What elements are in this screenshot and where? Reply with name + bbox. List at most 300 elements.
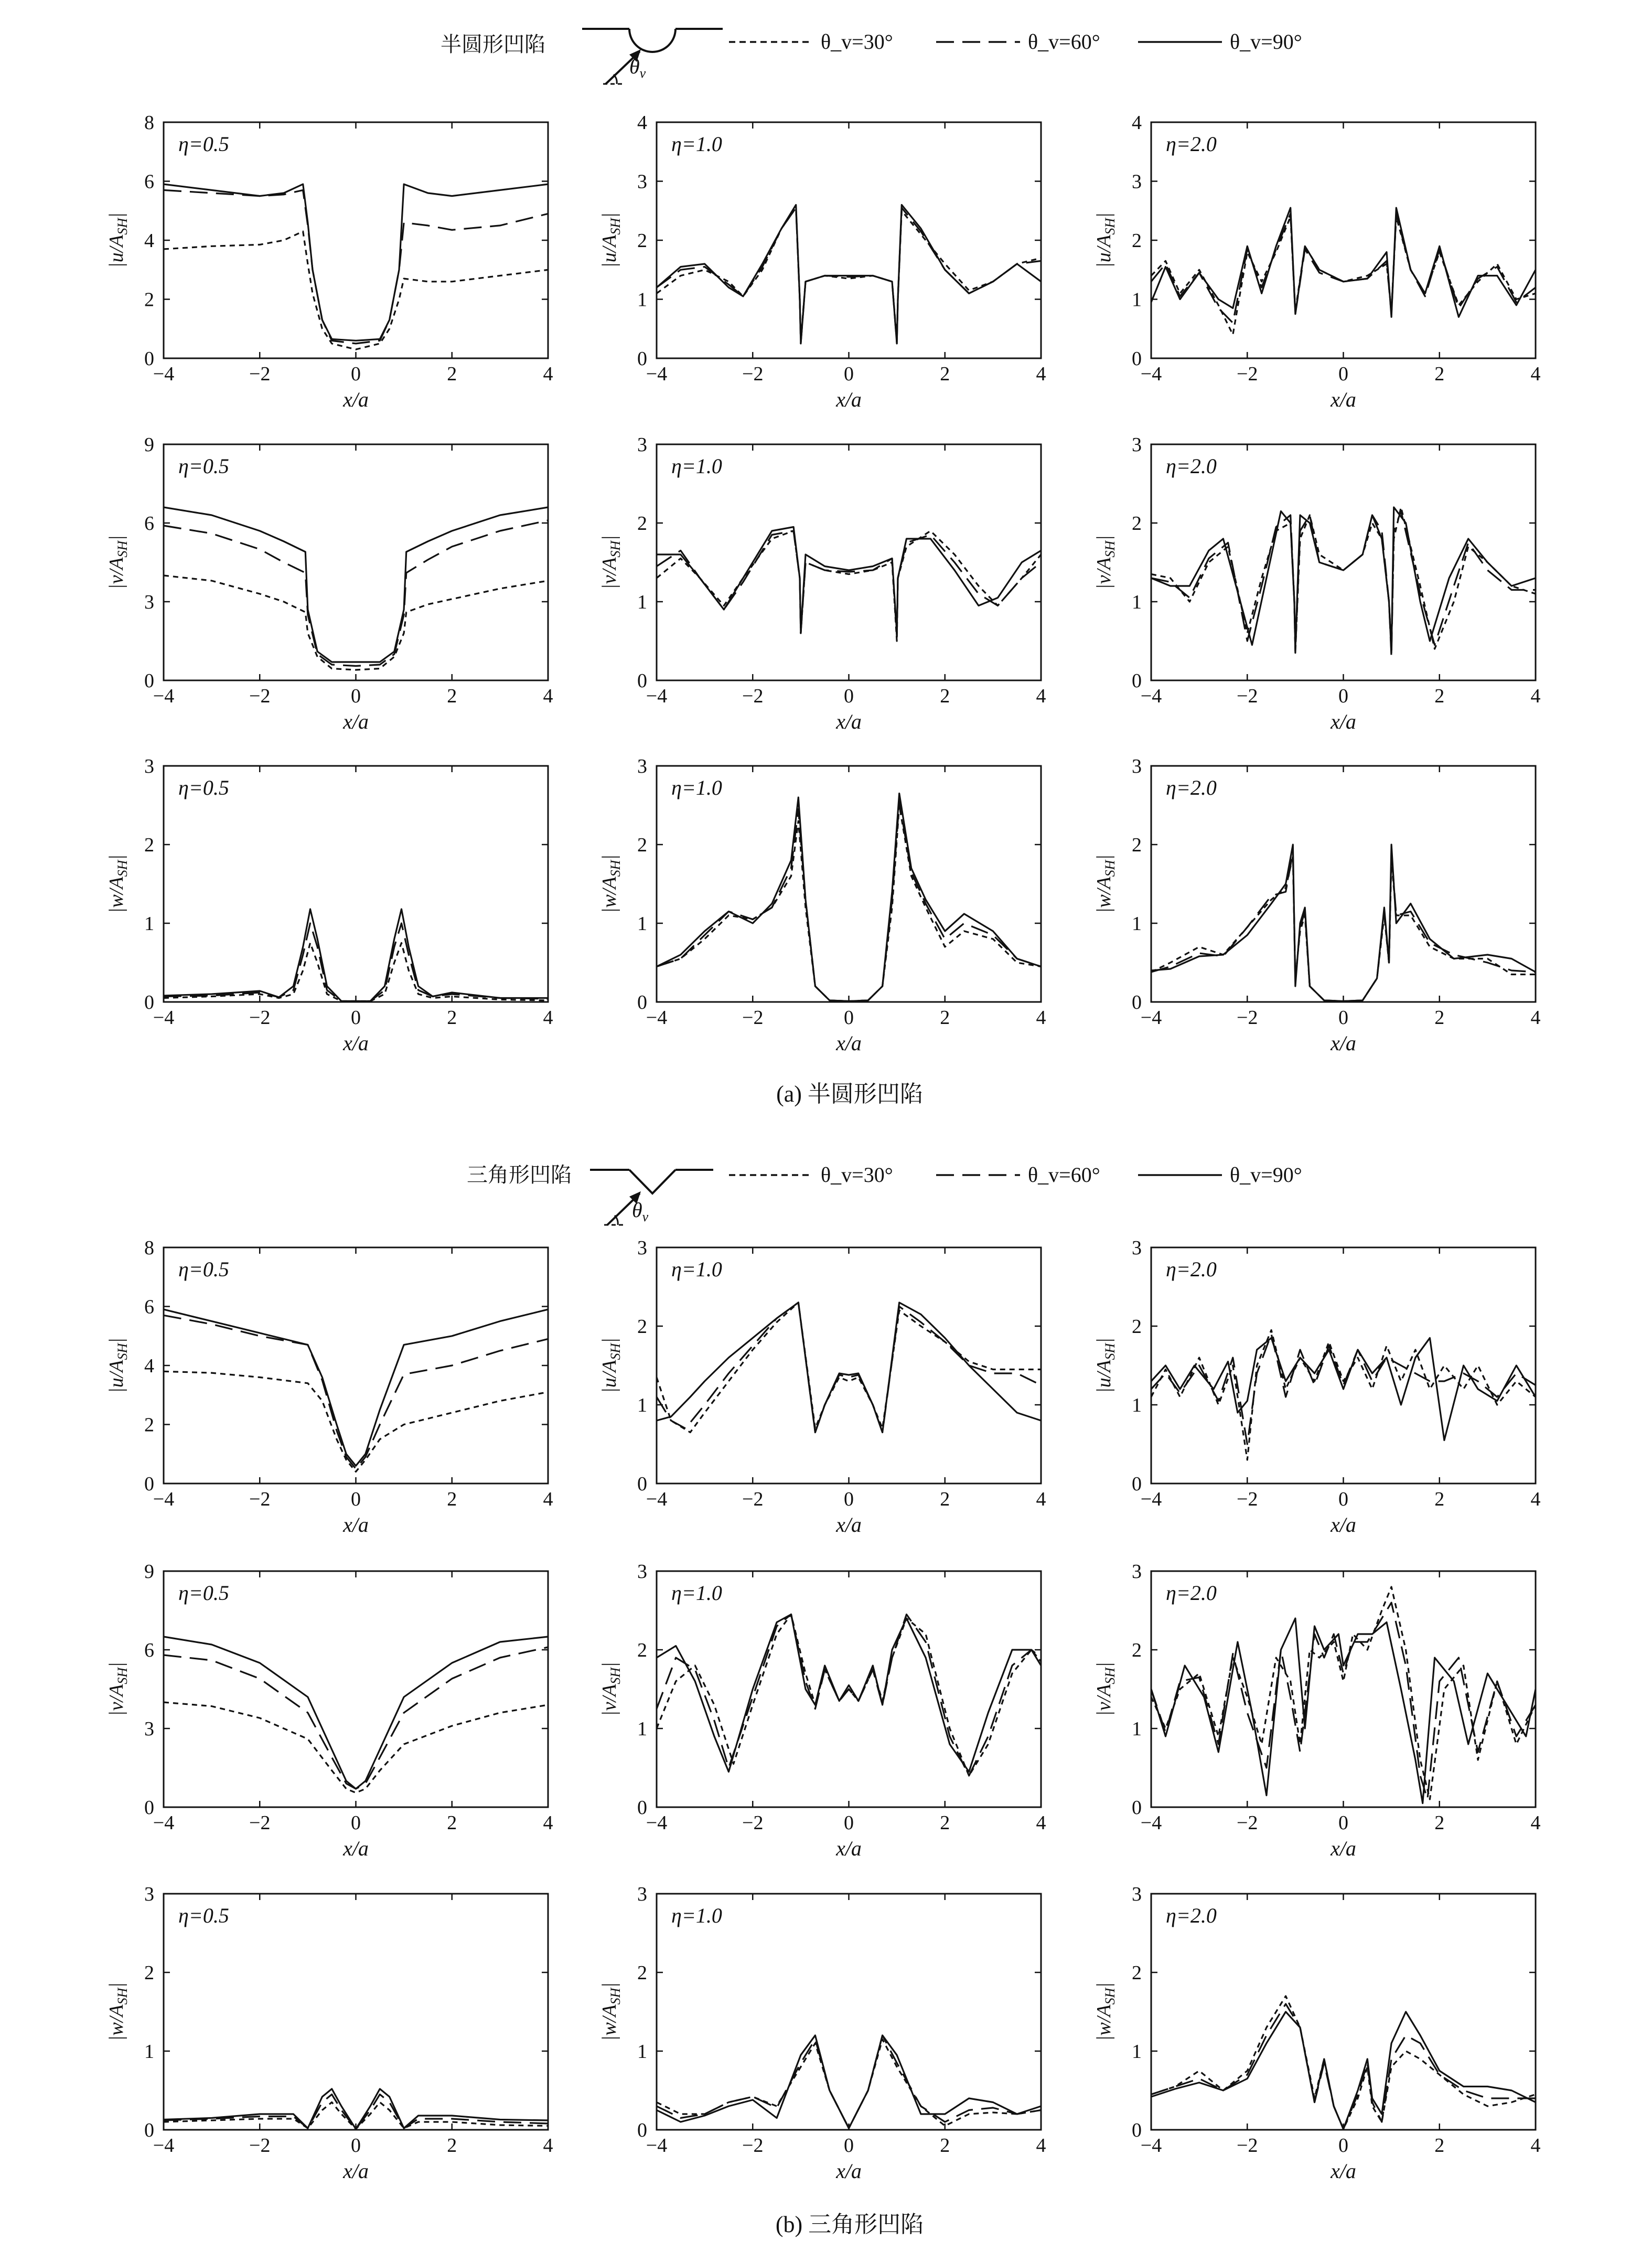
x-tick-label: 4 — [1530, 1488, 1541, 1510]
y-tick-label: 3 — [1132, 755, 1142, 777]
x-tick-label: 4 — [1530, 1812, 1541, 1834]
panel-b-v-1 — [598, 1561, 1046, 1860]
x-tick-label: −4 — [1140, 1007, 1162, 1029]
y-tick-label: 1 — [1132, 289, 1142, 311]
panel-b-v-2 — [1093, 1561, 1541, 1860]
y-tick-label: 0 — [637, 1473, 647, 1495]
series-line-short-dash — [1151, 1587, 1536, 1799]
series-group — [164, 507, 548, 670]
y-axis-label: $|w/A_{SH}|$ — [598, 855, 623, 913]
x-tick-label: 0 — [1338, 2135, 1348, 2157]
x-axis-label: x/a — [343, 1837, 369, 1860]
series-line-solid — [657, 1615, 1041, 1772]
y-tick-label: 3 — [1132, 434, 1142, 456]
x-tick-label: 0 — [844, 363, 854, 385]
series-line-short-dash — [164, 1702, 548, 1793]
x-axis-label: x/a — [836, 388, 862, 411]
series-line-solid — [164, 1309, 548, 1466]
series-line-short-dash — [164, 231, 548, 349]
series-group — [657, 2035, 1041, 2128]
x-tick-label: 0 — [351, 363, 361, 385]
x-tick-label: 2 — [1434, 685, 1445, 707]
legend-a-item-60: θ_v=60° — [1028, 30, 1100, 54]
x-axis-label: x/a — [836, 2159, 862, 2183]
y-tick-label: 8 — [144, 1237, 154, 1259]
y-axis-label: $|v/A_{SH}|$ — [598, 1662, 623, 1716]
series-line-short-dash — [164, 943, 548, 1001]
caption-a: (a) 半圆形凹陷 — [776, 1081, 923, 1107]
panel-a-u-1 — [598, 112, 1046, 411]
x-tick-label: −4 — [153, 2135, 175, 2157]
plot-frame — [164, 766, 548, 1002]
x-tick-label: 0 — [844, 1488, 854, 1510]
plot-frame — [657, 1894, 1041, 2130]
y-tick-label: 2 — [1132, 834, 1142, 856]
legend-a-item-30: θ_v=30° — [821, 30, 893, 54]
x-tick-label: 0 — [1338, 685, 1348, 707]
eta-label: η=2.0 — [1166, 776, 1217, 799]
y-tick-label: 6 — [144, 170, 154, 193]
y-tick-label: 3 — [144, 755, 154, 777]
y-tick-label: 2 — [637, 1316, 647, 1338]
y-axis-label: $|v/A_{SH}|$ — [105, 1662, 130, 1716]
triangle-canyon-icon — [590, 1170, 713, 1225]
legend-a-label: 半圆形凹陷 — [441, 33, 545, 56]
x-tick-label: −2 — [249, 1488, 271, 1510]
series-group — [1151, 845, 1536, 1001]
x-tick-label: 2 — [940, 2135, 950, 2157]
y-tick-label: 3 — [637, 170, 647, 193]
x-tick-label: 2 — [1434, 1007, 1445, 1029]
y-tick-label: 2 — [144, 834, 154, 856]
eta-label: η=0.5 — [178, 1581, 229, 1605]
panel-b-v-0 — [105, 1561, 553, 1860]
series-line-short-dash — [657, 1303, 1041, 1433]
y-tick-label: 0 — [1132, 1797, 1142, 1819]
panels — [105, 112, 1541, 2183]
legend-a-theta: $\theta_v$ — [629, 55, 646, 81]
panel-b-w-1 — [598, 1883, 1046, 2183]
series-group — [164, 1309, 548, 1471]
x-tick-label: 0 — [1338, 1488, 1348, 1510]
series-group — [1151, 1330, 1536, 1460]
x-tick-label: −2 — [1237, 1488, 1258, 1510]
x-axis-label: x/a — [1331, 388, 1356, 411]
x-tick-label: 0 — [351, 2135, 361, 2157]
plot-frame — [164, 444, 548, 680]
x-axis-label: x/a — [836, 710, 862, 733]
series-line-short-dash — [1151, 507, 1536, 653]
y-tick-label: 4 — [1132, 112, 1142, 134]
series-line-solid — [1151, 208, 1536, 317]
y-tick-label: 2 — [1132, 1962, 1142, 1984]
y-tick-label: 3 — [144, 1883, 154, 1905]
y-axis-label: $|v/A_{SH}|$ — [1093, 535, 1118, 590]
y-tick-label: 2 — [1132, 1639, 1142, 1661]
x-tick-label: 2 — [940, 1007, 950, 1029]
y-tick-label: 3 — [144, 1718, 154, 1740]
plot-frame — [1151, 444, 1536, 680]
x-tick-label: −4 — [646, 1488, 668, 1510]
series-line-long-dash — [657, 531, 1041, 637]
x-tick-label: 0 — [1338, 1812, 1348, 1834]
y-tick-label: 6 — [144, 1296, 154, 1318]
x-tick-label: −2 — [1237, 1007, 1258, 1029]
x-tick-label: 0 — [844, 1007, 854, 1029]
y-tick-label: 1 — [1132, 1718, 1142, 1740]
x-tick-label: 0 — [844, 1812, 854, 1834]
x-axis-label: x/a — [343, 710, 369, 733]
y-tick-label: 3 — [637, 434, 647, 456]
series-line-short-dash — [657, 2040, 1041, 2129]
series-line-solid — [164, 507, 548, 662]
x-tick-label: 4 — [1036, 1812, 1046, 1834]
y-tick-label: 1 — [144, 913, 154, 935]
x-tick-label: 4 — [543, 1812, 553, 1834]
legend-b-item-90: θ_v=90° — [1230, 1163, 1302, 1187]
series-line-long-dash — [657, 1615, 1041, 1776]
y-tick-label: 0 — [144, 991, 154, 1013]
y-axis-label: $|w/A_{SH}|$ — [105, 1982, 130, 2041]
y-axis-label: $|v/A_{SH}|$ — [598, 535, 623, 590]
x-tick-label: 2 — [940, 363, 950, 385]
x-tick-label: 4 — [1530, 363, 1541, 385]
eta-label: η=2.0 — [1166, 1581, 1217, 1605]
x-tick-label: −2 — [1237, 1812, 1258, 1834]
x-tick-label: −4 — [1140, 1812, 1162, 1834]
eta-label: η=0.5 — [178, 1904, 229, 1927]
y-tick-label: 8 — [144, 112, 154, 134]
y-tick-label: 6 — [144, 1639, 154, 1661]
y-tick-label: 4 — [637, 112, 647, 134]
series-line-long-dash — [657, 802, 1041, 1001]
series-line-short-dash — [1151, 1330, 1536, 1460]
y-tick-label: 0 — [144, 670, 154, 692]
x-tick-label: −4 — [646, 1812, 668, 1834]
y-tick-label: 0 — [144, 1797, 154, 1819]
y-tick-label: 1 — [1132, 591, 1142, 613]
x-axis-label: x/a — [343, 388, 369, 411]
series-line-solid — [657, 794, 1041, 1001]
x-tick-label: −4 — [646, 1007, 668, 1029]
x-tick-label: 0 — [351, 1812, 361, 1834]
x-tick-label: −2 — [249, 2135, 271, 2157]
x-tick-label: 2 — [447, 1812, 457, 1834]
x-tick-label: −2 — [249, 1812, 271, 1834]
series-line-solid — [657, 1303, 1041, 1433]
x-tick-label: −4 — [153, 363, 175, 385]
x-tick-label: 2 — [940, 1488, 950, 1510]
y-tick-label: 1 — [1132, 2041, 1142, 2063]
series-line-solid — [164, 184, 548, 340]
series-group — [657, 527, 1041, 642]
x-tick-label: −2 — [249, 685, 271, 707]
y-tick-label: 0 — [637, 991, 647, 1013]
y-tick-label: 2 — [144, 1962, 154, 1984]
y-tick-label: 0 — [637, 2119, 647, 2141]
y-axis-label: $|v/A_{SH}|$ — [1093, 1662, 1118, 1716]
x-tick-label: −4 — [1140, 685, 1162, 707]
x-tick-label: 2 — [447, 685, 457, 707]
legend-b-item-30: θ_v=30° — [821, 1163, 893, 1187]
panel-a-u-2 — [1093, 112, 1541, 411]
series-line-solid — [657, 2035, 1041, 2128]
panel-a-v-0 — [105, 434, 553, 733]
y-tick-label: 2 — [1132, 1316, 1142, 1338]
y-tick-label: 2 — [637, 1639, 647, 1661]
x-tick-label: 4 — [543, 685, 553, 707]
plot-frame — [657, 766, 1041, 1002]
x-tick-label: 4 — [1036, 1007, 1046, 1029]
panel-a-u-0 — [105, 112, 553, 411]
panel-a-v-2 — [1093, 434, 1541, 733]
x-tick-label: −4 — [1140, 2135, 1162, 2157]
y-tick-label: 0 — [1132, 991, 1142, 1013]
series-line-solid — [1151, 1618, 1536, 1804]
y-axis-label: $|w/A_{SH}|$ — [105, 855, 130, 913]
series-line-solid — [657, 527, 1041, 634]
panel-b-u-0 — [105, 1237, 553, 1536]
y-axis-label: $|u/A_{SH}|$ — [105, 212, 130, 268]
y-tick-label: 1 — [144, 2041, 154, 2063]
y-tick-label: 1 — [1132, 913, 1142, 935]
x-tick-label: −2 — [742, 1007, 764, 1029]
series-line-short-dash — [657, 531, 1041, 641]
series-line-long-dash — [1151, 2004, 1536, 2129]
y-tick-label: 1 — [637, 913, 647, 935]
y-tick-label: 3 — [637, 1237, 647, 1259]
x-tick-label: 4 — [543, 1488, 553, 1510]
legend-b-item-60: θ_v=60° — [1028, 1163, 1100, 1187]
y-axis-label: $|w/A_{SH}|$ — [598, 1982, 623, 2041]
y-tick-label: 3 — [144, 591, 154, 613]
x-tick-label: 2 — [447, 1007, 457, 1029]
legend-a — [441, 29, 1302, 84]
legend-a-item-90: θ_v=90° — [1230, 30, 1302, 54]
y-tick-label: 3 — [1132, 1237, 1142, 1259]
x-tick-label: 0 — [1338, 363, 1348, 385]
series-group — [164, 184, 548, 349]
x-tick-label: −4 — [153, 685, 175, 707]
y-tick-label: 4 — [144, 1355, 154, 1377]
y-axis-label: $|v/A_{SH}|$ — [105, 535, 130, 590]
series-group — [1151, 507, 1536, 657]
series-group — [164, 909, 548, 1001]
y-tick-label: 4 — [144, 230, 154, 252]
y-tick-label: 2 — [637, 513, 647, 535]
panel-b-u-1 — [598, 1237, 1046, 1536]
x-tick-label: 0 — [351, 1007, 361, 1029]
y-tick-label: 0 — [1132, 1473, 1142, 1495]
x-tick-label: −2 — [742, 1812, 764, 1834]
x-tick-label: 0 — [844, 2135, 854, 2157]
series-line-long-dash — [1151, 852, 1536, 1001]
x-tick-label: 2 — [940, 1812, 950, 1834]
x-tick-label: 2 — [1434, 1812, 1445, 1834]
y-tick-label: 0 — [144, 2119, 154, 2141]
series-line-short-dash — [164, 575, 548, 670]
series-line-long-dash — [1151, 1603, 1536, 1799]
x-axis-label: x/a — [1331, 1031, 1356, 1055]
panel-a-v-1 — [598, 434, 1046, 733]
x-axis-label: x/a — [1331, 1513, 1356, 1536]
y-axis-label: $|w/A_{SH}|$ — [1093, 855, 1118, 913]
y-tick-label: 3 — [637, 1561, 647, 1583]
x-tick-label: 4 — [1530, 2135, 1541, 2157]
x-tick-label: −4 — [153, 1007, 175, 1029]
series-line-solid — [1151, 1338, 1536, 1440]
series-group — [1151, 1587, 1536, 1804]
series-line-long-dash — [164, 190, 548, 344]
x-tick-label: 4 — [1036, 2135, 1046, 2157]
y-tick-label: 0 — [144, 348, 154, 370]
x-tick-label: 4 — [1036, 1488, 1046, 1510]
y-tick-label: 9 — [144, 434, 154, 456]
x-tick-label: −2 — [1237, 2135, 1258, 2157]
x-tick-label: 0 — [351, 685, 361, 707]
panel-b-w-0 — [105, 1883, 553, 2183]
legend-b-theta: $\theta_v$ — [632, 1198, 649, 1224]
y-tick-label: 3 — [1132, 1883, 1142, 1905]
x-axis-label: x/a — [343, 1513, 369, 1536]
series-line-long-dash — [1151, 511, 1536, 657]
x-tick-label: 4 — [1036, 685, 1046, 707]
series-group — [1151, 208, 1536, 335]
y-tick-label: 2 — [1132, 513, 1142, 535]
y-axis-label: $|u/A_{SH}|$ — [598, 1338, 623, 1393]
eta-label: η=1.0 — [671, 1904, 722, 1927]
series-group — [657, 1303, 1041, 1433]
series-line-solid — [657, 205, 1041, 344]
y-tick-label: 3 — [637, 755, 647, 777]
plot-frame — [1151, 122, 1536, 358]
eta-label: η=1.0 — [671, 132, 722, 156]
x-tick-label: −2 — [1237, 363, 1258, 385]
eta-label: η=1.0 — [671, 776, 722, 799]
eta-label: η=2.0 — [1166, 132, 1217, 156]
x-tick-label: 0 — [351, 1488, 361, 1510]
plot-frame — [164, 1894, 548, 2130]
y-tick-label: 2 — [637, 1962, 647, 1984]
x-axis-label: x/a — [343, 1031, 369, 1055]
y-tick-label: 2 — [144, 289, 154, 311]
y-tick-label: 1 — [1132, 1394, 1142, 1416]
series-line-short-dash — [164, 1371, 548, 1471]
x-axis-label: x/a — [1331, 710, 1356, 733]
series-line-short-dash — [657, 1615, 1041, 1776]
series-line-long-dash — [164, 923, 548, 1001]
eta-label: η=1.0 — [671, 1581, 722, 1605]
x-tick-label: 2 — [447, 2135, 457, 2157]
plot-frame — [164, 1247, 548, 1484]
plot-frame — [164, 1571, 548, 1807]
series-group — [657, 794, 1041, 1001]
x-tick-label: 2 — [1434, 363, 1445, 385]
series-line-short-dash — [657, 805, 1041, 1001]
y-tick-label: 1 — [637, 1394, 647, 1416]
series-group — [657, 1615, 1041, 1776]
y-tick-label: 0 — [637, 670, 647, 692]
x-tick-label: 4 — [543, 2135, 553, 2157]
x-tick-label: 2 — [447, 363, 457, 385]
plot-frame — [657, 122, 1041, 358]
panel-b-w-2 — [1093, 1883, 1541, 2183]
y-tick-label: 6 — [144, 513, 154, 535]
y-axis-label: $|u/A_{SH}|$ — [1093, 1338, 1118, 1393]
series-line-long-dash — [657, 2035, 1041, 2128]
y-tick-label: 3 — [1132, 1561, 1142, 1583]
series-line-long-dash — [1151, 214, 1536, 323]
x-tick-label: −4 — [646, 363, 668, 385]
y-tick-label: 0 — [144, 1473, 154, 1495]
x-axis-label: x/a — [343, 2159, 369, 2183]
y-tick-label: 2 — [637, 834, 647, 856]
y-tick-label: 0 — [637, 348, 647, 370]
x-tick-label: 2 — [940, 685, 950, 707]
x-tick-label: 4 — [543, 1007, 553, 1029]
x-axis-label: x/a — [1331, 1837, 1356, 1860]
x-tick-label: 4 — [1530, 685, 1541, 707]
y-tick-label: 0 — [637, 1797, 647, 1819]
eta-label: η=0.5 — [178, 454, 229, 478]
x-tick-label: −2 — [742, 1488, 764, 1510]
series-line-solid — [164, 2089, 548, 2129]
series-line-solid — [164, 909, 548, 1001]
plot-frame — [1151, 766, 1536, 1002]
series-line-solid — [1151, 2012, 1536, 2129]
x-tick-label: −4 — [153, 1812, 175, 1834]
eta-label: η=0.5 — [178, 1257, 229, 1281]
series-group — [164, 1637, 548, 1793]
series-line-solid — [1151, 507, 1536, 653]
x-tick-label: −4 — [646, 685, 668, 707]
x-tick-label: −2 — [742, 2135, 764, 2157]
series-group — [657, 205, 1041, 344]
legend-b — [467, 1163, 1302, 1225]
y-tick-label: 2 — [637, 230, 647, 252]
y-tick-label: 0 — [1132, 2119, 1142, 2141]
x-tick-label: −2 — [1237, 685, 1258, 707]
x-tick-label: 4 — [1530, 1007, 1541, 1029]
panel-a-w-1 — [598, 755, 1046, 1055]
eta-label: η=1.0 — [671, 1257, 722, 1281]
x-tick-label: 0 — [1338, 1007, 1348, 1029]
y-tick-label: 3 — [1132, 170, 1142, 193]
x-tick-label: 4 — [543, 363, 553, 385]
x-tick-label: −4 — [1140, 1488, 1162, 1510]
y-tick-label: 1 — [637, 289, 647, 311]
x-axis-label: x/a — [1331, 2159, 1356, 2183]
semicircle-canyon-icon — [582, 29, 723, 84]
series-line-long-dash — [164, 1647, 548, 1789]
x-tick-label: −4 — [646, 2135, 668, 2157]
y-tick-label: 0 — [1132, 348, 1142, 370]
series-line-solid — [164, 1637, 548, 1789]
caption-b: (b) 三角形凹陷 — [775, 2212, 924, 2237]
series-line-solid — [1151, 845, 1536, 1001]
x-tick-label: −4 — [1140, 363, 1162, 385]
plot-frame — [657, 444, 1041, 680]
x-tick-label: −2 — [742, 363, 764, 385]
y-axis-label: $|u/A_{SH}|$ — [1093, 212, 1118, 268]
x-tick-label: −4 — [153, 1488, 175, 1510]
y-axis-label: $|u/A_{SH}|$ — [105, 1338, 130, 1393]
y-tick-label: 0 — [1132, 670, 1142, 692]
series-line-short-dash — [1151, 857, 1536, 1001]
x-tick-label: 2 — [1434, 1488, 1445, 1510]
x-tick-label: 0 — [844, 685, 854, 707]
plot-frame — [1151, 1571, 1536, 1807]
